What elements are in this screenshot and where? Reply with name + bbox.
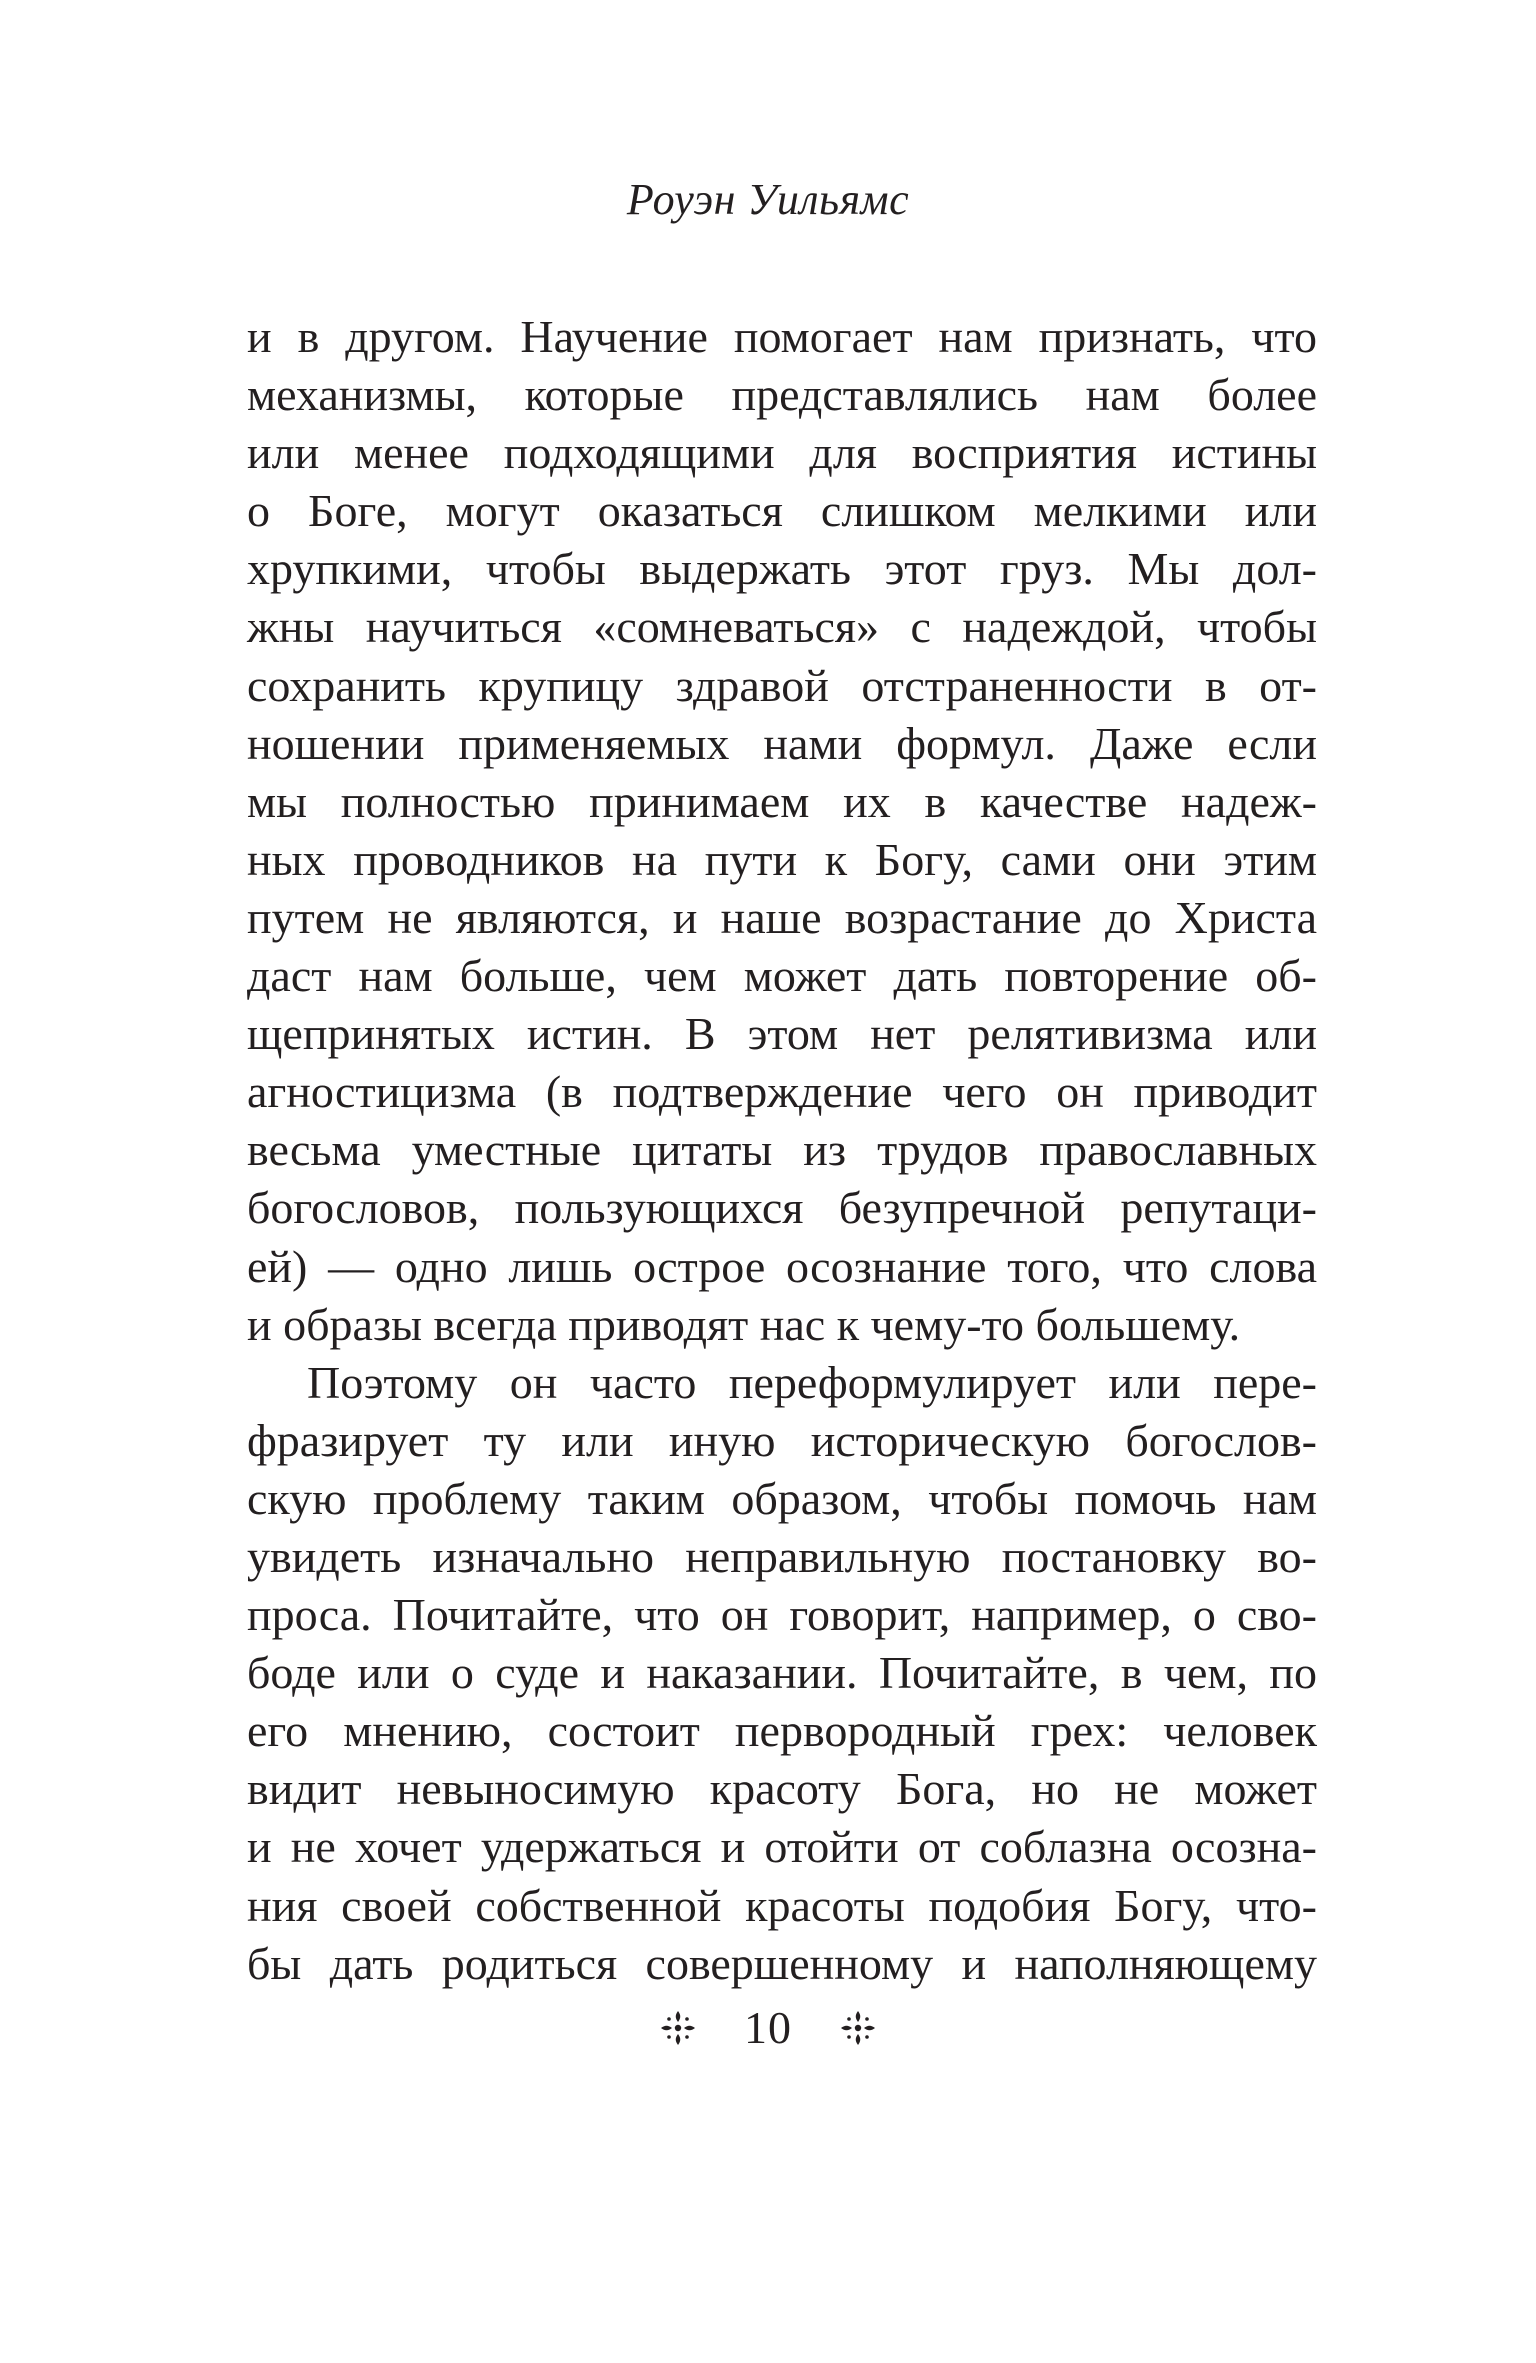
text-line: его мнению, состоит первородный грех: человек	[247, 1705, 1317, 1757]
text-line: боде или о суде и наказании. Почитайте, в чем, по	[247, 1647, 1317, 1699]
text-line: ей) — одно лишь острое осознание того, что слова	[247, 1240, 1317, 1292]
text-line: ных проводников на пути к Богу, сами они этим	[247, 833, 1317, 885]
paragraph-2	[247, 1354, 1317, 1993]
text-line: мы полностью принимаем их в качестве надеж-	[247, 775, 1317, 827]
text-line: или менее подходящими для восприятия истины	[247, 427, 1317, 479]
text-line: о Боге, могут оказаться слишком мелкими или	[247, 485, 1317, 537]
text-line: фразирует ту или иную историческую богослов-	[247, 1414, 1317, 1466]
text-line: и образы всегда приводят нас к чему-то большему.	[247, 1298, 1241, 1350]
text-line: щепринятых истин. В этом нет релятивизма или	[247, 1008, 1317, 1060]
text-line: и в другом. Научение помогает нам признать, что	[247, 311, 1317, 362]
cross-ornament-icon	[658, 2008, 698, 2048]
text-line: сохранить крупицу здравой отстраненности в от-	[247, 659, 1317, 711]
running-head: Роуэн Уильямс	[626, 175, 910, 224]
text-line: бы дать родиться совершенному и наполняющему	[247, 1937, 1317, 1989]
text-line: весьма уместные цитаты из трудов православных	[247, 1124, 1317, 1176]
body-text	[247, 308, 1317, 1993]
text-line: Поэтому он часто переформулирует или пере-	[307, 1356, 1317, 1408]
text-line: механизмы, которые представлялись нам более	[247, 369, 1317, 421]
text-line: хрупкими, чтобы выдержать этот груз. Мы дол-	[247, 543, 1317, 595]
text-line: ношении применяемых нами формул. Даже если	[247, 717, 1317, 769]
text-line: богословов, пользующихся безупречной репутаци-	[247, 1182, 1317, 1234]
paragraph-1	[247, 308, 1317, 1354]
page-footer	[0, 1998, 1536, 2058]
text-line: жны научиться «сомневаться» с надеждой, чтобы	[247, 601, 1317, 653]
text-line: и не хочет удержаться и отойти от соблазна осозна-	[247, 1821, 1317, 1873]
text-line: агностицизма (в подтверждение чего он приводит	[247, 1066, 1317, 1118]
text-line: увидеть изначально неправильную постановку во-	[247, 1530, 1317, 1582]
page-number: 10	[744, 2002, 792, 2053]
text-line: путем не являются, и наше возрастание до Христа	[247, 891, 1317, 943]
text-line: даст нам больше, чем может дать повторение об-	[247, 950, 1317, 1002]
cross-ornament-icon	[838, 2008, 878, 2048]
text-line: скую проблему таким образом, чтобы помочь нам	[247, 1472, 1317, 1524]
text-line: проса. Почитайте, что он говорит, например, о сво-	[247, 1589, 1317, 1641]
text-line: ния своей собственной красоты подобия Богу, что-	[247, 1879, 1317, 1931]
text-line: видит невыносимую красоту Бога, но не может	[247, 1763, 1317, 1815]
